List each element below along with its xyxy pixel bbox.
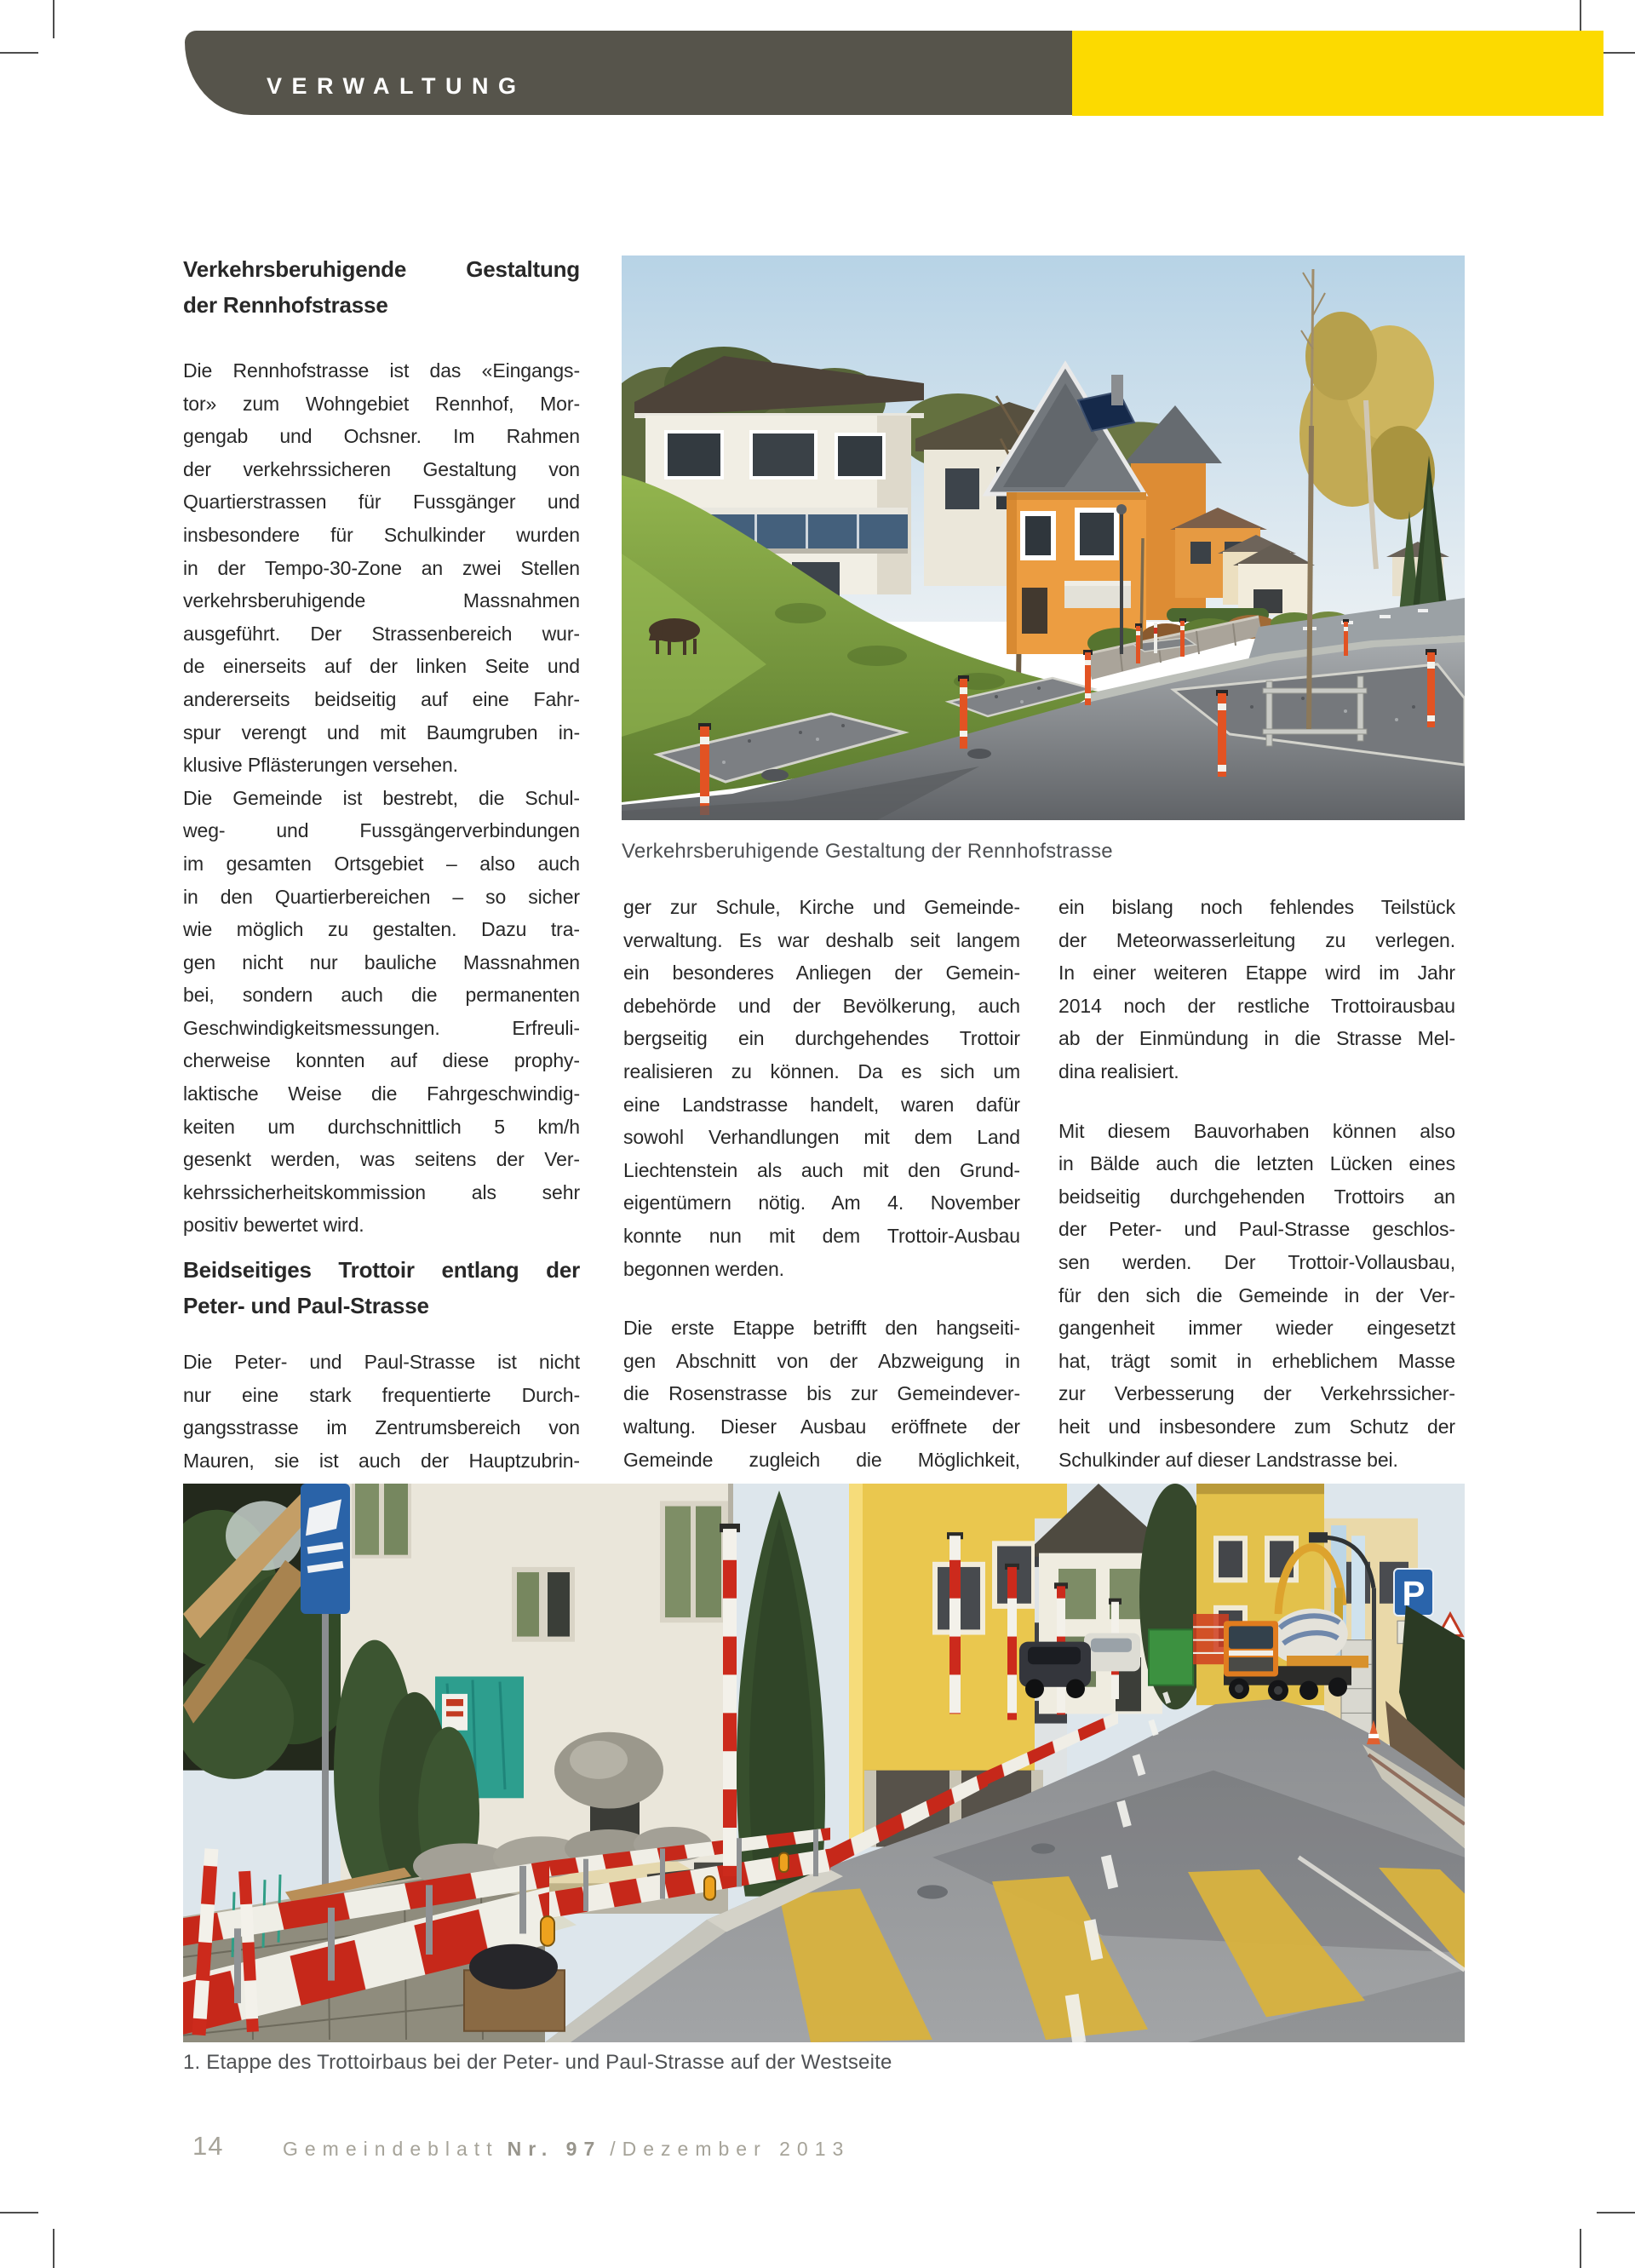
photo-caption: 1. Etappe des Trottoirbaus bei der Peter- und Paul-Strasse auf der Westseite [183,2051,892,2074]
trottoir-construction-photo [183,1484,1465,2042]
crop-mark [53,2229,54,2268]
paragraph: ein bislang noch fehlendes Teilstück der Meteorwasserleitung zu verlegen. In einer weiteren Etappe wird im Jahr 2014 noch der restliche Trottoirausbau ab der Einmündung in die Strasse Mel- dina realisiert. [1058,896,1455,1082]
column-middle [623,891,1020,1476]
paragraph-gap [623,1285,1020,1312]
footer-issue-suffix: /Dezember 2013 [610,2138,851,2160]
subheading: Beidseitiges Trottoir entlang der Peter- und Paul-Strasse [183,1257,580,1319]
footer-publication: Gemeindeblatt [283,2138,499,2160]
photo-caption: Verkehrsberuhigende Gestaltung der Rennhofstrasse [622,840,1113,863]
paragraph-gap [1058,1088,1455,1115]
footer-issue: Nr. 97 [507,2138,602,2160]
footer-line [283,2138,858,2161]
paragraph: Die Gemeinde ist bestrebt, die Schul- weg- und Fussgängerverbindungen im gesamten Ortsgebiet – also auch in den Quartierbereichen – so sicher wie möglich zu gestalten. Dazu tra- gen nicht nur bauliche Massnahmen bei, sondern auch die permanenten Geschwindigkeitsmessungen. Erfreuli- cherweise konnten auf diese prophy- laktische Weise die Fahrgeschwindig- keiten um durchschnittlich 5 km/h gesenkt werden, was seitens der Ver- kehrssicherheitskommission als sehr positiv bewertet wird. [183,786,580,1237]
subheading: Verkehrsberuhigende Gestaltung der Rennhofstrasse [183,256,580,318]
paragraph: Die erste Etappe betrifft den hangseiti- gen Abschnitt von der Abzweigung in die Rosenstrasse bis zur Gemeindever- waltung. Dieser Ausbau eröffnete der Gemeinde zugleich die Möglichkeit, [623,1317,1020,1471]
accent-block [1072,31,1603,116]
paragraph: ger zur Schule, Kirche und Gemeinde- verwaltung. Es war deshalb seit langem ein besonderes Anliegen der Gemein- debehörde und der Bevölkerung, auch bergseitig ein durchgehendes Trottoir realisieren zu können. Da es sich um eine Landstrasse handelt, waren dafür sowohl Verhandlungen mit dem Land Liechtenstein als auch mit den Grund- eigentümern nötig. Am 4. November konnte nun mit dem Trottoir-Ausbau begonnen werden. [623,896,1020,1280]
paragraph: Mit diesem Bauvorhaben können also in Bälde auch die letzten Lücken eines beidseitig durchgehenden Trottoirs an der Peter- und Paul-Strasse geschlos- sen werden. Der Trottoir-Vollausbau, für den sich die Gemeinde in der Ver- gangenheit immer wieder eingesetzt hat, trägt somit in erheblichem Masse zur Verbesserung der Verkehrssicher- heit und insbesondere zum Schutz der Schulkinder auf dieser Landstrasse bei. [1058,1119,1455,1471]
page-number: 14 [192,2131,224,2161]
paragraph: Die Rennhofstrasse ist das «Eingangs- tor» zum Wohngebiet Rennhof, Mor- gengab und Ochsner. Im Rahmen der verkehrssicheren Gestaltung von Quartierstrassen für Fussgänger und insbesondere für Schulkinder wurden in der Tempo-30-Zone an zwei Stellen verkehrsberuhigende Massnahmen ausgeführt. Der Strassenbereich wur- de einerseits auf der linken Seite und andererseits beidseitig auf eine Fahr- spur verengt und mit Baumgruben in- klusive Pflästerungen versehen. [183,359,580,777]
crop-mark [53,0,54,38]
column-left [183,251,580,1477]
column-right [1058,891,1455,1476]
crop-mark [0,2212,38,2213]
section-label: VERWALTUNG [267,73,526,99]
crop-mark [0,52,38,54]
rennhofstrasse-photo [622,256,1465,820]
box-and-bag [464,1944,565,2031]
section-band [185,31,1072,115]
parking-sign-label: P [1402,1573,1426,1613]
crop-mark [1597,2212,1635,2213]
crop-mark [1580,2229,1581,2268]
paragraph: Die Peter- und Paul-Strasse ist nicht nur eine stark frequentierte Durch- gangsstrasse im Zentrumsbereich von Mauren, sie ist auch der Hauptzubrin- [183,1351,580,1472]
